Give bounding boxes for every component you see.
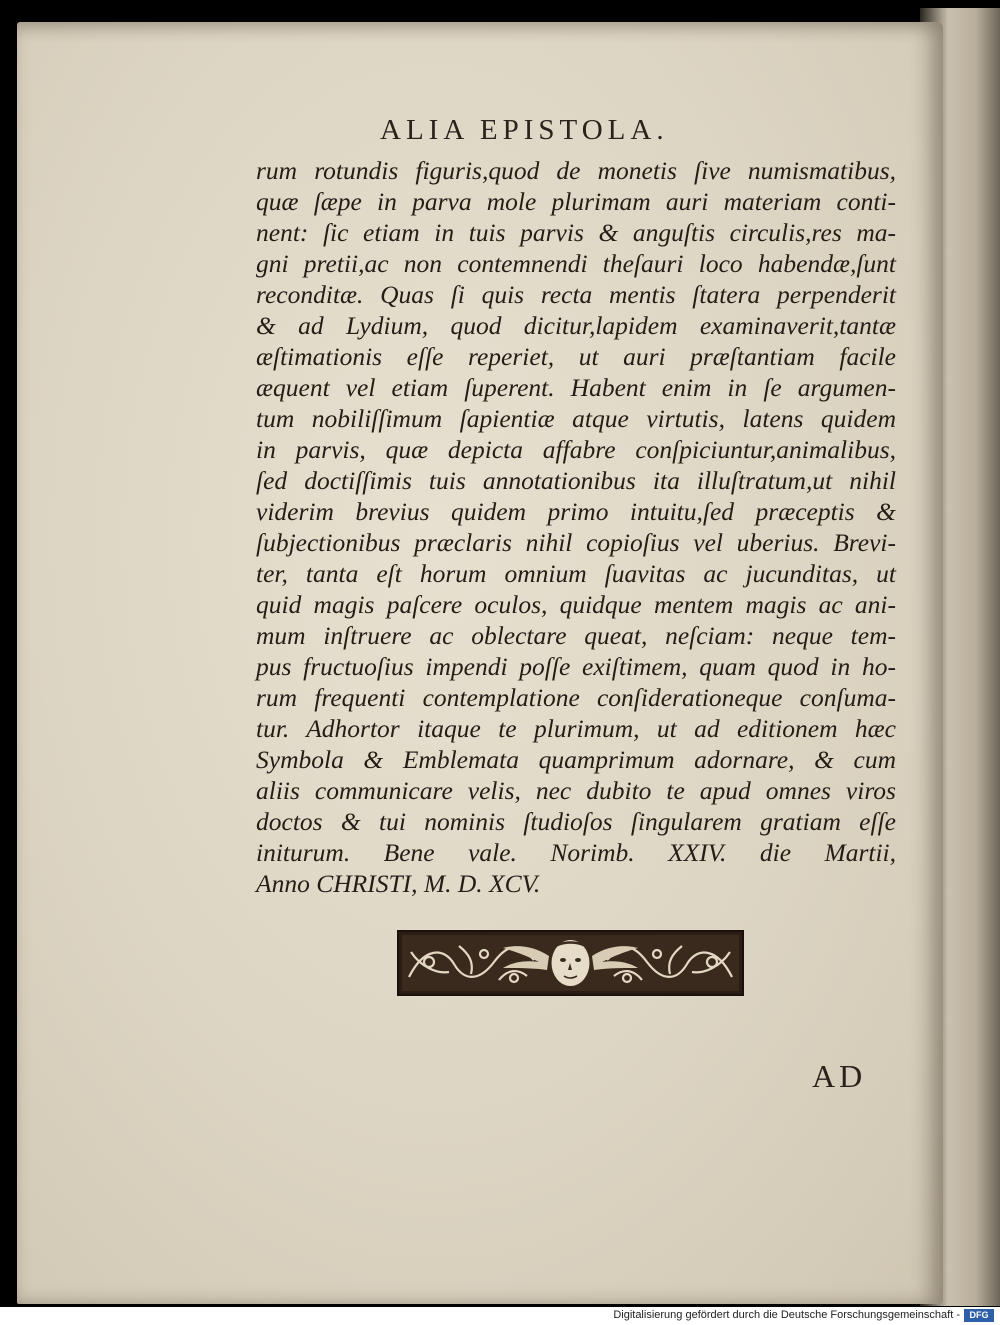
text-line: mum inſtruere ac oblectare queat, neſciam: neque tem- bbox=[256, 621, 896, 650]
text-line: initurum. Bene vale. Norimb. XXIV. die Martii, bbox=[256, 838, 896, 867]
text-line: quæ ſæpe in parva mole plurimam auri materiam conti- bbox=[256, 187, 896, 216]
text-line: rum frequenti contemplatione conſiderationeque conſuma- bbox=[256, 683, 896, 712]
winged-cherub-headpiece-icon bbox=[397, 930, 744, 996]
text-line: doctos & tui nominis ſtudioſos ſingularem gratiam eſſe bbox=[256, 807, 896, 836]
text-line: Symbola & Emblemata quamprimum adornare, & cum bbox=[256, 745, 896, 774]
catchword: AD bbox=[812, 1058, 867, 1094]
running-head: ALIA EPISTOLA. bbox=[380, 114, 669, 146]
text-line: ſed doctiſſimis tuis annotationibus ita illuſtratum,ut nihil bbox=[256, 466, 896, 495]
text-line: rum rotundis figuris,quod de monetis ſive numismatibus, bbox=[256, 156, 896, 185]
text-line: aliis communicare velis, nec dubito te apud omnes viros bbox=[256, 776, 896, 805]
text-line: æquent vel etiam ſuperent. Habent enim in ſe argumen- bbox=[256, 373, 896, 402]
dateline: Anno CHRISTI, M. D. XCV. bbox=[256, 869, 541, 898]
text-line: nent: ſic etiam in tuis parvis & anguſtis circulis,res ma- bbox=[256, 218, 896, 247]
text-line: ter, tanta eſt horum omnium ſuavitas ac jucunditas, ut bbox=[256, 559, 896, 588]
text-line: viderim brevius quidem primo intuitu,ſed præceptis & bbox=[256, 497, 896, 526]
text-line: in parvis, quæ depicta affabre conſpiciuntur,animalibus, bbox=[256, 435, 896, 464]
funding-notice: Digitalisierung gefördert durch die Deutsche Forschungsgemeinschaft - bbox=[613, 1309, 960, 1321]
text-line: tum nobiliſſimum ſapientiæ atque virtutis, latens quidem bbox=[256, 404, 896, 433]
text-line: gni pretii,ac non contemnendi theſauri loco habendæ,ſunt bbox=[256, 249, 896, 278]
text-line: pus fructuoſius impendi poſſe exiſtimem, quam quod in ho- bbox=[256, 652, 896, 681]
text-line: æſtimationis eſſe reperiet, ut auri præſtantiam facile bbox=[256, 342, 896, 371]
text-line: quid magis paſcere oculos, quidque mentem magis ac ani- bbox=[256, 590, 896, 619]
text-line: ſubjectionibus præclaris nihil copioſius vel uberius. Brevi- bbox=[256, 528, 896, 557]
ornament-art bbox=[399, 932, 742, 994]
letter-body bbox=[256, 155, 896, 899]
dfg-logo-icon: DFG bbox=[964, 1309, 994, 1322]
text-line: reconditæ. Quas ſi quis recta mentis ſtatera perpenderit bbox=[256, 280, 896, 309]
text-line: tur. Adhortor itaque te plurimum, ut ad editionem hæc bbox=[256, 714, 896, 743]
text-line: & ad Lydium, quod dicitur,lapidem examinaverit,tantæ bbox=[256, 311, 896, 340]
